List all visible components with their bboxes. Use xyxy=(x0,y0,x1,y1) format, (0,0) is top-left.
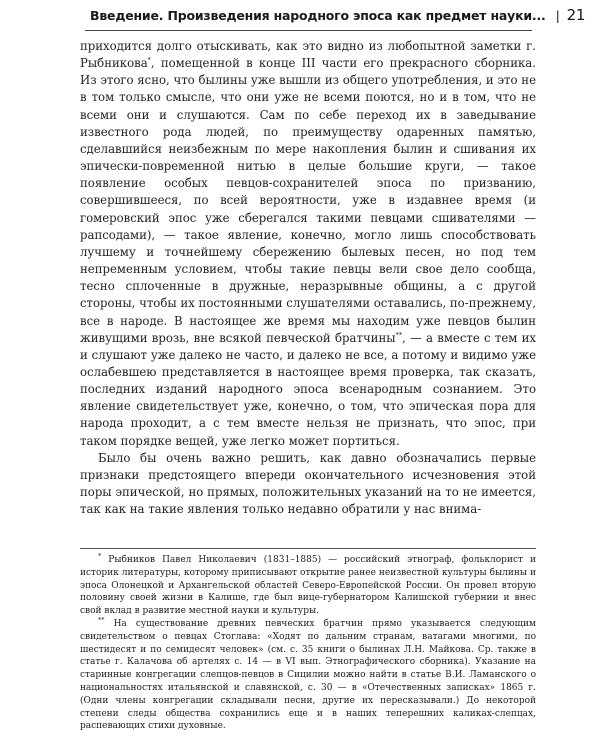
footnotes xyxy=(80,554,536,733)
footnote-1-mark: * xyxy=(98,552,102,560)
running-header xyxy=(90,6,586,24)
footnote-ref-1: * xyxy=(147,56,151,65)
footnote-2-mark: ** xyxy=(98,615,105,624)
footnote-ref-2: ** xyxy=(395,330,403,339)
footnote-2-text: На существование древних певческих братчин прямо указывается следующим свидетельством о певцах Стоглава: «Ходят по дальним странам, ватагами многими, по шестидесят и по семидесят человек» (см. с. 35 книги о былинах Л.Н. Майкова. Ср. также в статье г. Калачова об артелях с. 14 — в VI вып. Этнографического сборника). Указание на старинные конгрегации слепцов-певцов в Сицилии можно найти в статье В.И. Ламанского о национальностях итальянской и славянской, с. 30 — в «Отечественных записках» 1865 г. (Одни члены конгрегации складывали песни, другие их пересказывали.) До некоторой степени следы общества сохранились еще и в наших теперешних каликах-слепцах, распевающих стихи духовные. xyxy=(80,618,536,732)
page-number: 21 xyxy=(566,6,586,24)
paragraph-1-part-a: приходится долго отыскивать, как это видно из любопытной заметки г. Рыбникова xyxy=(80,39,536,71)
footnote-1 xyxy=(80,554,536,618)
main-text xyxy=(80,38,536,518)
paragraph-1 xyxy=(80,38,536,450)
footnote-1-text: Рыбников Павел Николаевич (1831–1885) — российский этнограф, фольклорист и историк литературы, которому приписывают открытие ранее неизвестной культуры былины и эпоса Олонецкой и Архангельской областей Северо-Европейской России. Он провел вторую половину своей жизни в Калише, где был вице-губернатором Калишской губернии и внес свой вклад в развитие местной науки и культуры. xyxy=(80,555,536,617)
header-title: Введение. Произведения народного эпоса как предмет науки... xyxy=(90,8,546,23)
paragraph-1-part-b: , помещенной в конце III части его прекрасного сборника. Из этого ясно, что былины уже вышли из общего употребления, и это не в том только смысле, что они уже не всеми поются, но и в том, что не всеми они и слушаются. Сам по себе переход их в заведывание известного рода людей, по преимуществу одаренных памятью, сделавшийся неизбежным по мере накопления былин и сшивания их эпически-повременной нитью в целые большие круги, — такое появление особых певцов-сохранителей эпоса по призванию, совершившееся, по всей вероятности, уже в издавнее время (и гомеровский эпос уже сберегался такими певцами сшивателями — рапсодами), — такое явление, конечно, могло лишь способствовать лучшему и точнейшему сбережению былевых песен, но под тем непременным условием, чтобы такие певцы вели свое дело сообща, тесно сплоченные в дружные, неразрывные общины, а с другой стороны, чтобы их постоянными слушателями оставались, по-прежнему, все в народе. В настоящее же время мы находим уже певцов былин живущими врозь, вне всякой певческой братчины xyxy=(80,56,536,345)
footnote-2 xyxy=(80,615,536,733)
header-rule xyxy=(85,30,532,31)
paragraph-2: Было бы очень важно решить, как давно обозначались первые признаки предстоящего впереди окончательного исчезновения этой поры эпической, но прямых, положительных указаний на то не имеется, так как на такие явления только недавно обратили у нас внима- xyxy=(80,450,536,517)
footnote-rule xyxy=(80,548,536,549)
paragraph-1-part-c: , — а вместе с тем их и слушают уже далеко не часто, и далеко не все, а потому и видимо уже ослабевшею представляется в настоящее время проверка, так сказать, последних изданий народного эпоса всенародным сознанием. Это явление свидетельствует уже, конечно, о том, что эпическая пора для народа проходит, а с тем вместе нельзя не признать, что эпос, при таком порядке вещей, уже легко может портиться. xyxy=(80,330,537,448)
header-separator: | xyxy=(555,8,560,23)
